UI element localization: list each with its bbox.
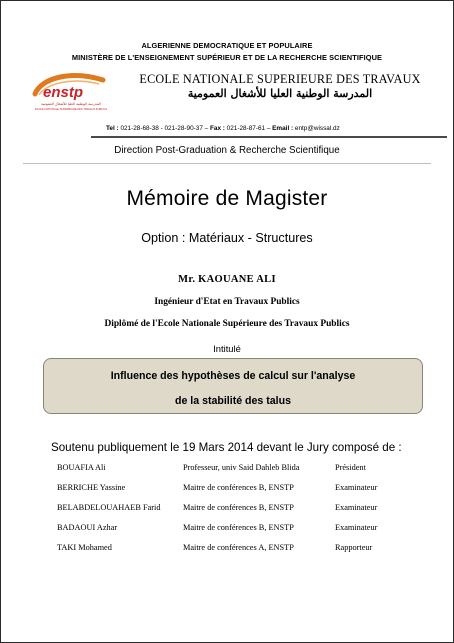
logo-caption-ar: المدرسة الوطنية العليا للأشغال العمومية [41,102,101,106]
fax-value: 021-28-87-61 – [224,125,273,132]
jury-member-role: Examinateur [335,483,378,492]
jury-intro: Soutenu publiquement le 19 Mars 2014 devant le Jury composé de : [51,441,402,454]
author-qualification-2: Diplômé de l'Ecole Nationale Supérieure des Travaux Publics [104,319,350,329]
jury-member-role: Rapporteur [335,543,373,552]
jury-member-title: Professeur, univ Said Dahleb Blida [183,463,300,472]
fax-label: Fax : [209,125,225,132]
intitule-label: Intitulé [213,343,241,354]
jury-member-role: Examinateur [335,503,378,512]
school-name-arabic: المدرسة الوطنية العليا للأشغال العمومية [187,87,373,100]
jury-member-role: Examinateur [335,523,378,532]
jury-member-name: BELABDELOUAHAEB Farid [57,503,161,512]
author-name: Mr. KAOUANE ALI [178,274,276,285]
jury-member-role: Président [335,463,366,472]
section-divider [23,163,431,164]
document-option: Option : Matériaux - Structures [141,231,313,245]
jury-member-name: BADAOUI Azhar [57,523,118,532]
tel-label: Tel : [106,125,119,132]
email-value: entp@wissal.dz [293,125,340,132]
author-qualification-1: Ingénieur d'Etat en Travaux Publics [154,297,300,307]
contact-line [106,125,446,132]
jury-member-name: BERRICHE Yassine [57,483,126,492]
tel-value: 021-28-68-38 - 021-28-90-37 – [118,125,210,132]
jury-member-name: TAKI Mohamed [57,543,112,552]
thesis-title-line-2: de la stabilité des talus [175,395,291,407]
jury-member-title: Maitre de conférences B, ENSTP [183,523,294,532]
thesis-title-line-1: Influence des hypothèses de calcul sur l'analyse [110,370,356,382]
enstp-logo [29,68,114,113]
school-name-french: ECOLE NATIONALE SUPERIEURE DES TRAVAUX [139,72,421,86]
direction-line: Direction Post-Graduation & Recherche Scientifique [114,145,340,156]
jury-member-title: Maitre de conférences B, ENSTP [183,503,294,512]
logo-wordmark: enstp [43,84,84,101]
header-ministry: MINISTÈRE DE L'ENSEIGNEMENT SUPÉRIEUR ET DE LA RECHERCHE SCIENTIFIQUE [71,53,383,62]
logo-caption-fr: ECOLE NATIONALE SUPERIEURE DES TRAVAUX PUBLICS [34,108,108,111]
jury-member-title: Maitre de conférences B, ENSTP [183,483,294,492]
enstp-logo-graphic [29,68,114,113]
email-label: Email : [272,125,294,132]
document-title: Mémoire de Magister [126,187,328,210]
jury-member-title: Maitre de conférences A, ENSTP [183,543,294,552]
jury-member-name: BOUAFIA Ali [57,463,106,472]
header-divider [91,136,447,138]
header-country: ALGERIENNE DEMOCRATIQUE ET POPULAIRE [141,41,313,50]
